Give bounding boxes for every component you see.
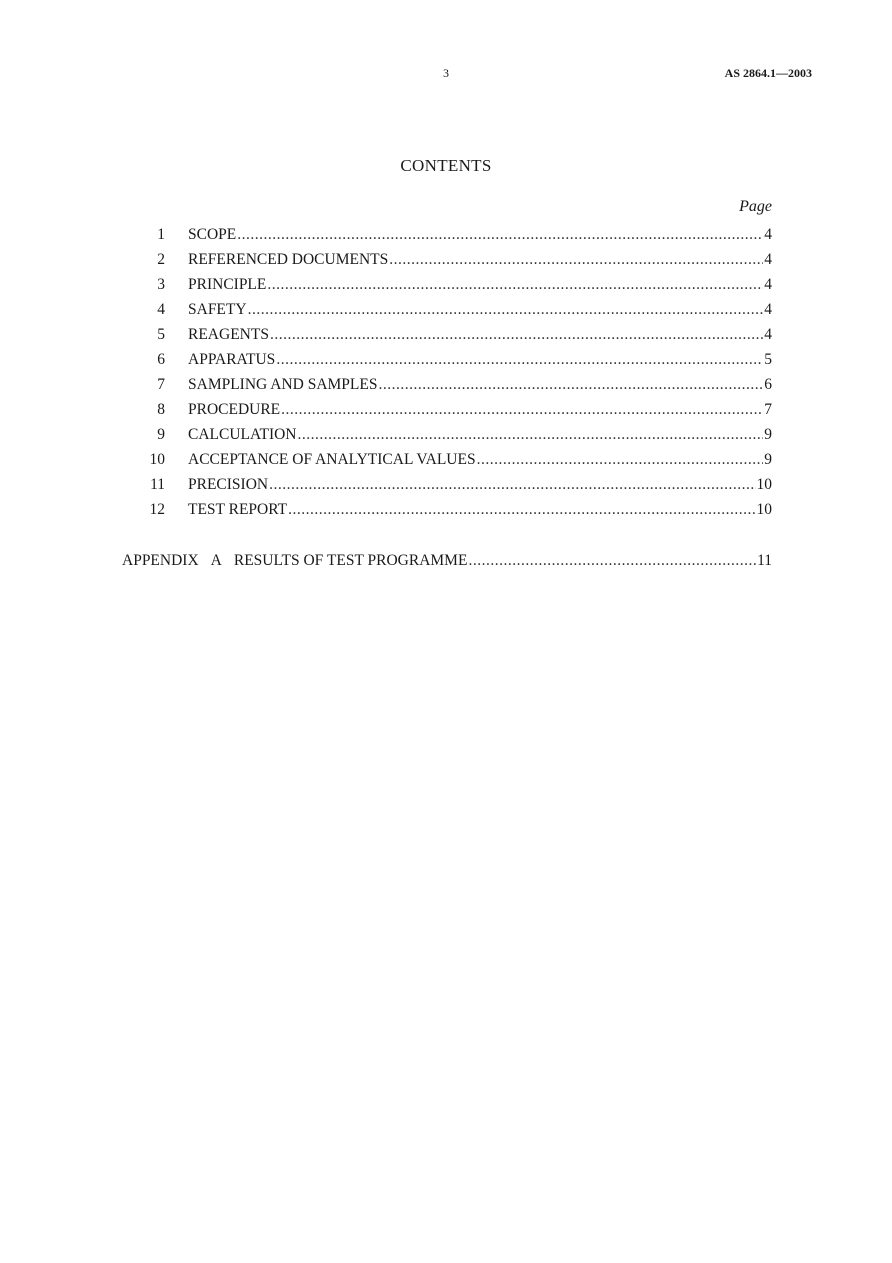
dot-leader bbox=[288, 497, 755, 522]
toc-entry-label: SAFETY bbox=[188, 301, 247, 318]
toc-entry-label: CALCULATION bbox=[188, 426, 297, 443]
appendix-letter: A bbox=[210, 552, 222, 569]
dot-leader bbox=[378, 372, 763, 397]
dot-leader bbox=[298, 422, 764, 447]
toc-entry-number: 12 bbox=[149, 501, 165, 518]
toc-entry-8[interactable] bbox=[122, 397, 772, 422]
toc-entry-page: 4 bbox=[764, 226, 772, 243]
toc-entry-number: 8 bbox=[157, 401, 165, 418]
toc-entry-page: 4 bbox=[764, 251, 772, 268]
toc-entry-label: PRINCIPLE bbox=[188, 276, 267, 293]
toc-entry-label: REFERENCED DOCUMENTS bbox=[188, 251, 389, 268]
toc-entry-label: SAMPLING AND SAMPLES bbox=[188, 376, 378, 393]
toc-entry-10[interactable] bbox=[122, 447, 772, 472]
dot-leader bbox=[389, 247, 763, 272]
toc-entry-page: 7 bbox=[764, 401, 772, 418]
toc-entry-number: 9 bbox=[157, 426, 165, 443]
toc-entry-number: 4 bbox=[157, 301, 165, 318]
toc-entry-7[interactable] bbox=[122, 372, 772, 397]
toc-entry-4[interactable] bbox=[122, 297, 772, 322]
toc-entry-1[interactable] bbox=[122, 222, 772, 247]
toc-entry-page: 10 bbox=[756, 501, 772, 518]
document-id: AS 2864.1—2003 bbox=[724, 66, 812, 80]
dot-leader bbox=[237, 222, 763, 247]
toc-entry-page: 4 bbox=[764, 301, 772, 318]
toc-entry-page: 6 bbox=[764, 376, 772, 393]
toc-entry-2[interactable] bbox=[122, 247, 772, 272]
dot-leader bbox=[276, 347, 763, 372]
appendix-label: RESULTS OF TEST PROGRAMME bbox=[233, 552, 468, 569]
toc-entry-page: 4 bbox=[764, 276, 772, 293]
dot-leader bbox=[468, 548, 756, 573]
toc-entry-page: 5 bbox=[764, 351, 772, 368]
toc-entry-6[interactable] bbox=[122, 347, 772, 372]
table-of-contents bbox=[122, 222, 772, 522]
toc-entry-number: 1 bbox=[157, 226, 165, 243]
page-column-label: Page bbox=[739, 198, 772, 215]
toc-entry-12[interactable] bbox=[122, 497, 772, 522]
toc-entry-number: 2 bbox=[157, 251, 165, 268]
appendix-entry[interactable] bbox=[122, 548, 772, 573]
toc-entry-number: 3 bbox=[157, 276, 165, 293]
toc-entry-page: 9 bbox=[764, 451, 772, 468]
toc-entry-label: APPARATUS bbox=[188, 351, 276, 368]
toc-entry-5[interactable] bbox=[122, 322, 772, 347]
appendix-prefix: APPENDIX bbox=[122, 552, 199, 569]
toc-entry-label: PROCEDURE bbox=[188, 401, 281, 418]
toc-entry-number: 5 bbox=[157, 326, 165, 343]
toc-entry-page: 4 bbox=[764, 326, 772, 343]
dot-leader bbox=[269, 472, 755, 497]
toc-entry-11[interactable] bbox=[122, 472, 772, 497]
toc-entry-label: REAGENTS bbox=[188, 326, 269, 343]
page-title: CONTENTS bbox=[400, 156, 492, 175]
toc-entry-number: 6 bbox=[157, 351, 165, 368]
dot-leader bbox=[248, 297, 763, 322]
toc-entry-page: 9 bbox=[764, 426, 772, 443]
toc-entry-label: PRECISION bbox=[188, 476, 269, 493]
dot-leader bbox=[281, 397, 763, 422]
toc-entry-number: 11 bbox=[150, 476, 165, 493]
toc-entry-3[interactable] bbox=[122, 272, 772, 297]
toc-entry-label: SCOPE bbox=[188, 226, 237, 243]
toc-entry-page: 10 bbox=[756, 476, 772, 493]
toc-entry-9[interactable] bbox=[122, 422, 772, 447]
toc-entry-number: 7 bbox=[157, 376, 165, 393]
dot-leader bbox=[477, 447, 763, 472]
dot-leader bbox=[270, 322, 763, 347]
dot-leader bbox=[267, 272, 763, 297]
page-number: 3 bbox=[443, 66, 449, 80]
toc-entry-label: TEST REPORT bbox=[188, 501, 288, 518]
appendix-page: 11 bbox=[757, 552, 772, 569]
toc-entry-number: 10 bbox=[149, 451, 165, 468]
toc-entry-label: ACCEPTANCE OF ANALYTICAL VALUES bbox=[188, 451, 476, 468]
